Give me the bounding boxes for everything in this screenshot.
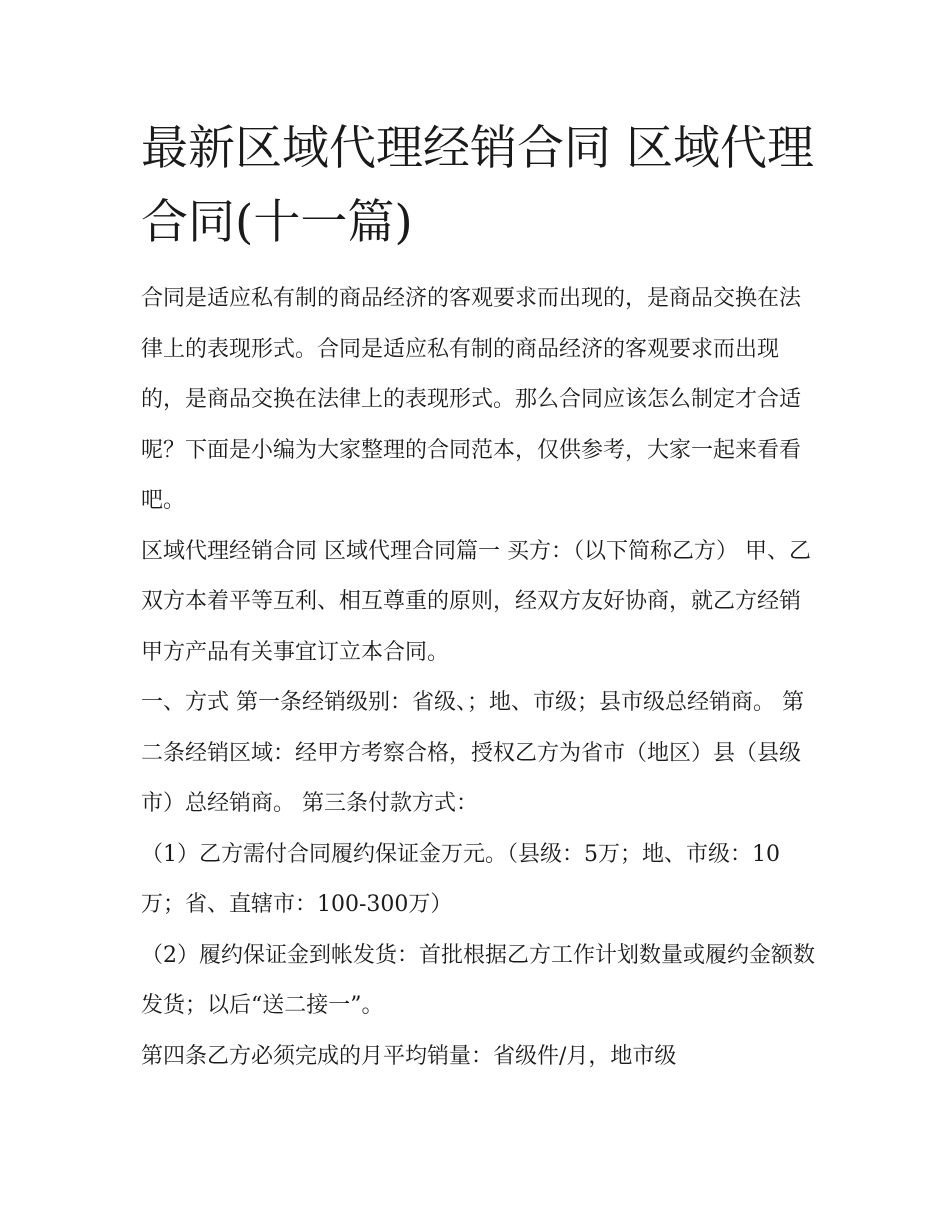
document-body xyxy=(141,274,821,1082)
paragraph-intro: 合同是适应私有制的商品经济的客观要求而出现的，是商品交换在法律上的表现形式。合同是适应私有制的商品经济的客观要求而出现的，是商品交换在法律上的表现形式。那么合同应该怎么制定才合适呢？下面是小编为大家整理的合同范本，仅供参考，大家一起来看看吧。 xyxy=(141,286,802,513)
paragraph-contract-parties: 区域代理经销合同 区域代理合同篇一 买方：（以下简称乙方） 甲、乙双方本着平等互利、相互尊重的原则，经双方友好协商，就乙方经销甲方产品有关事宜订立本合同。 xyxy=(141,538,811,665)
paragraph-article-four: 第四条乙方必须完成的月平均销量：省级件/月，地市级 xyxy=(141,1043,677,1069)
paragraph-section-one: 一、方式 第一条经销级别：省级、；地、市级；县市级总经销商。 第二条经销区域：经甲方考察合格，授权乙方为省市（地区）县（县级市）总经销商。 第三条付款方式： xyxy=(141,690,804,816)
paragraph-payment-item-2: （2）履约保证金到帐发货：首批根据乙方工作计划数量或履约金额数发货；以后“送二接一”。 xyxy=(141,942,815,1018)
document-title: 最新区域代理经销合同 区域代理合同(十一篇) xyxy=(141,121,814,250)
paragraph-payment-item-1: （1）乙方需付合同履约保证金万元。（县级：5万；地、市级：10万；省、直辖市：100-300万） xyxy=(141,841,780,917)
